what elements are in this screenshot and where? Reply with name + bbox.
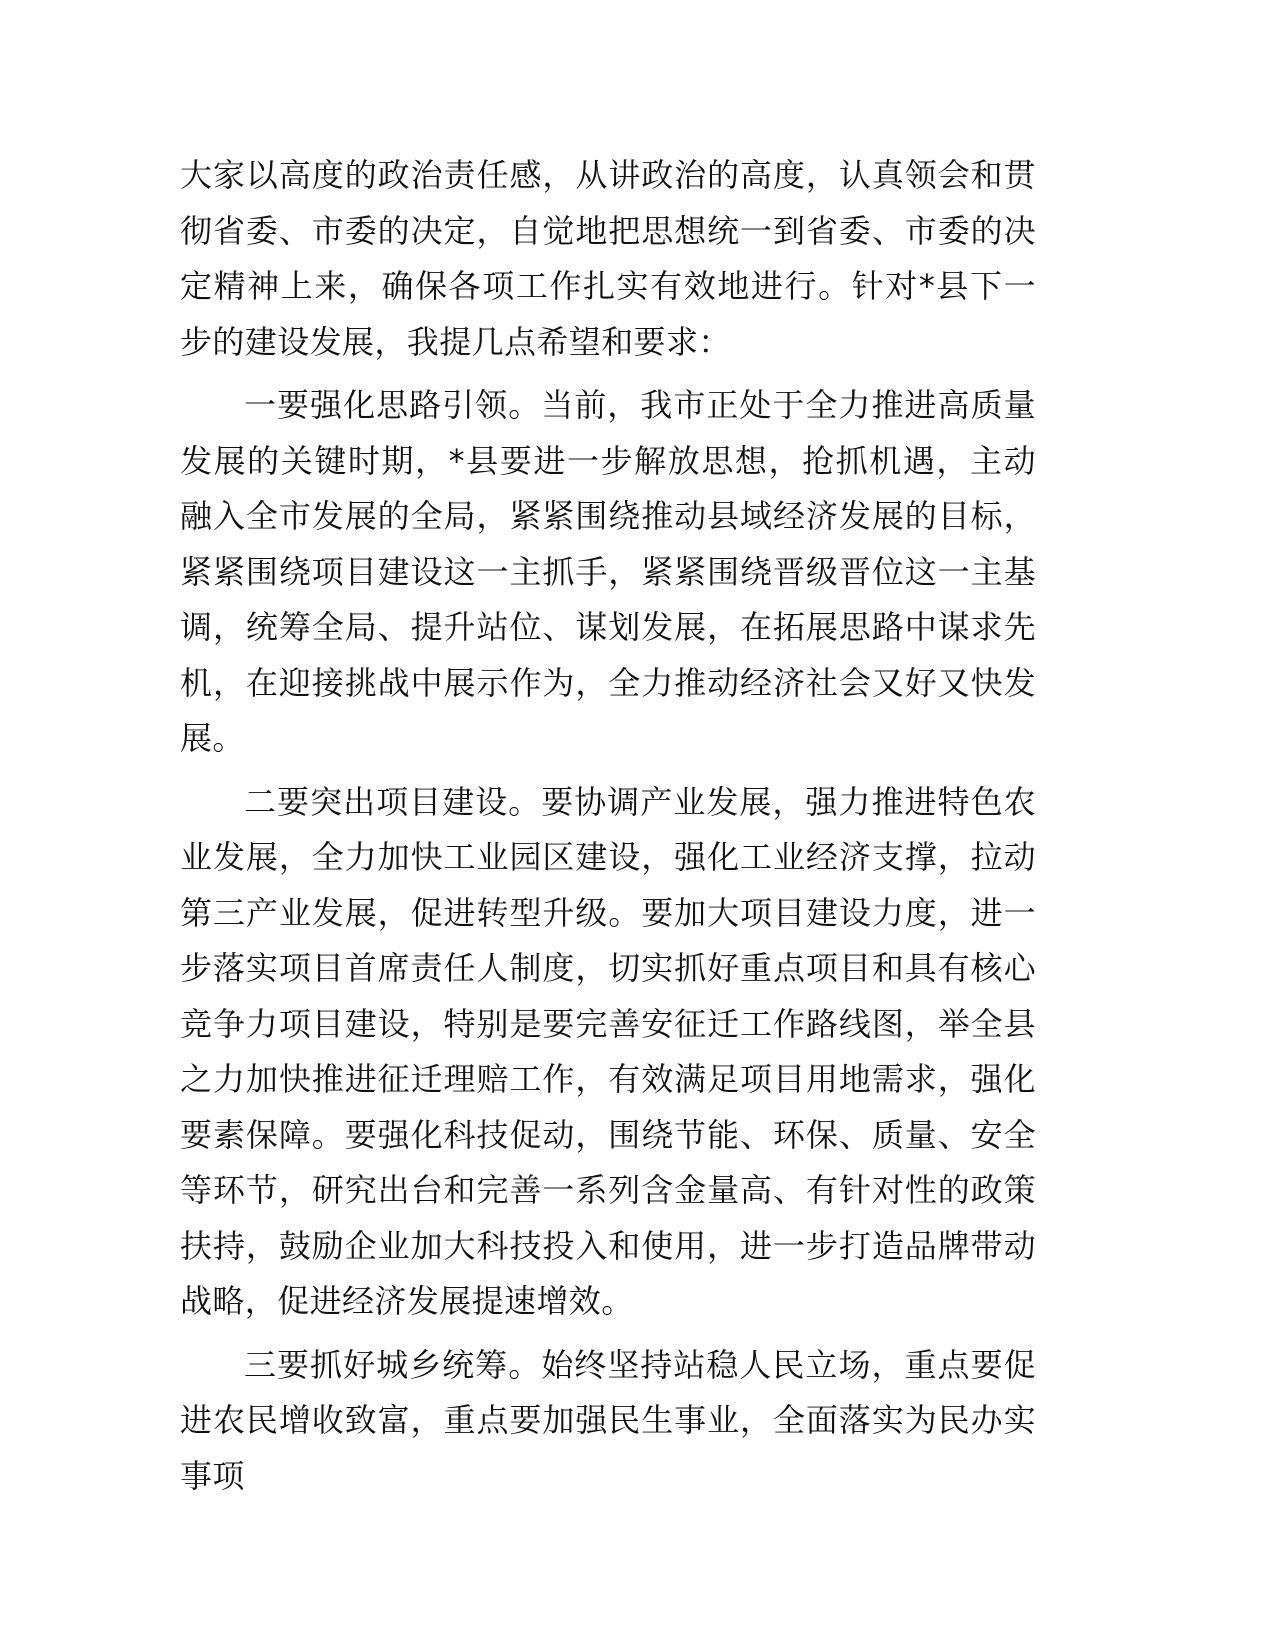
paragraph-point-two: 二要突出项目建设。要协调产业发展，强力推进特色农业发展，全力加快工业园区建设，强化工业经济支撑，拉动第三产业发展，促进转型升级。要加大项目建设力度，进一步落实项目首席责任人制度，切实抓好重点项目和具有核心竞争力项目建设，特别是要完善安征迁工作路线图，举全县之力加快推进征迁理赔工作，有效满足项目用地需求，强化要素保障。要强化科技促动，围绕节能、环保、质量、安全等环节，研究出台和完善一系列含金量高、有针对性的政策扶持，鼓励企业加大科技投入和使用，进一步打造品牌带动战略，促进经济发展提速增效。: [180, 782, 1036, 1320]
paragraph-intro: 大家以高度的政治责任感，从讲政治的高度，认真领会和贯彻省委、市委的决定，自觉地把思想统一到省委、市委的决定精神上来，确保各项工作扎实有效地进行。针对*县下一步的建设发展，我提几点希望和要求：: [180, 156, 1036, 361]
document-body: [180, 148, 1036, 1512]
paragraph-point-three: 三要抓好城乡统筹。始终坚持站稳人民立场，重点要促进农民增收致富，重点要加强民生事业，全面落实为民办实事项: [180, 1345, 1036, 1495]
paragraph-point-one: 一要强化思路引领。当前，我市正处于全力推进高质量发展的关键时期，*县要进一步解放思想，抢抓机遇，主动融入全市发展的全局，紧紧围绕推动县域经济发展的目标，紧紧围绕项目建设这一主抓手，紧紧围绕晋级晋位这一主基调，统筹全局、提升站位、谋划发展，在拓展思路中谋求先机，在迎接挑战中展示作为，全力推动经济社会又好又快发展。: [180, 386, 1036, 757]
